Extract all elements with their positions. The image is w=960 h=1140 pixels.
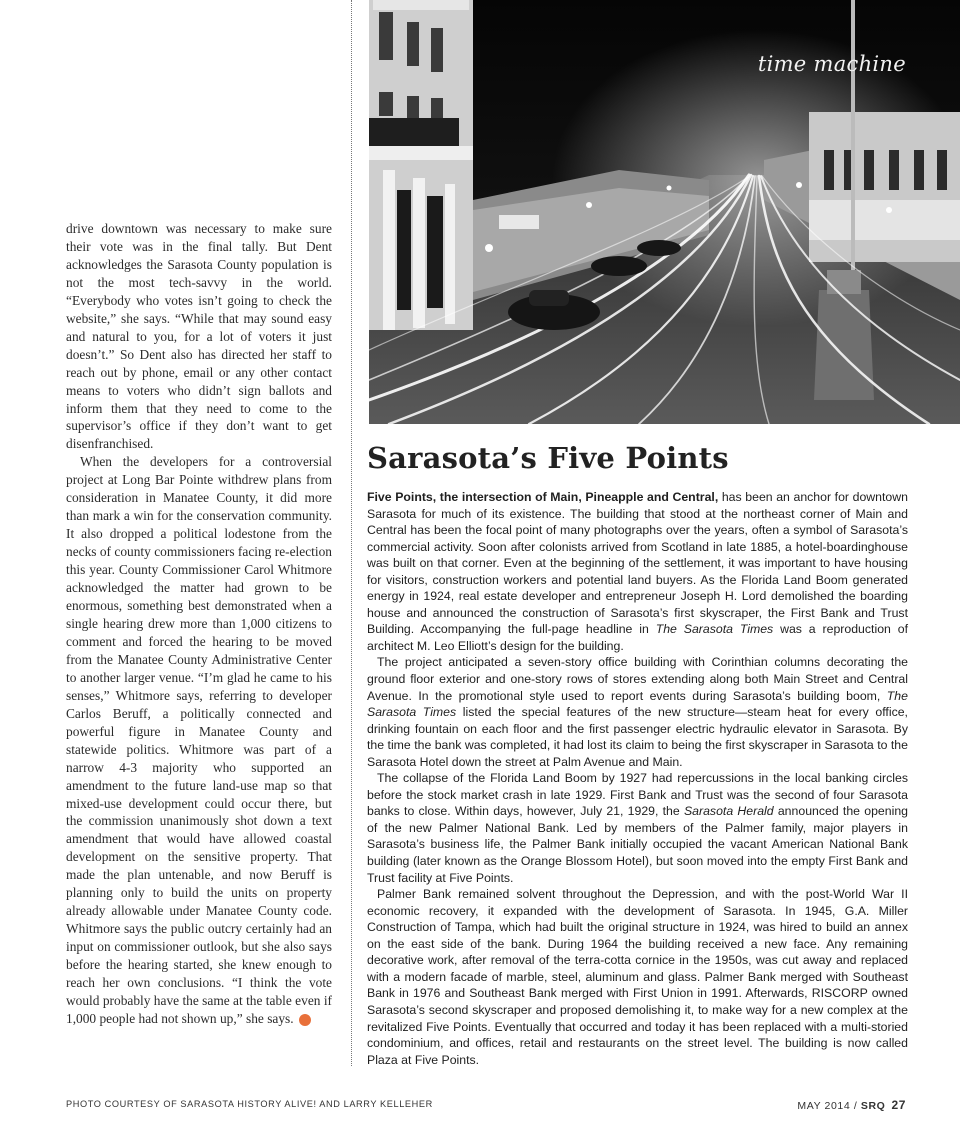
article-p2-a: The project anticipated a seven-story office building with Corinthian columns decorating the ground floor exterior and one-story rows of stores extending along both Main Street and Central Avenue. In the promotional style used to report events during Sarasota’s building boom,	[367, 655, 908, 703]
article-p2-publication: The Sarasota Times	[367, 688, 908, 720]
article-paragraph-3	[367, 770, 908, 886]
article-p3-publication: Sarasota Herald	[683, 804, 774, 819]
issue-date: MAY 2014	[797, 1100, 851, 1112]
article-body	[367, 489, 908, 1068]
magazine-name: SRQ	[860, 1100, 886, 1112]
article-lead-in: Five Points, the intersection of Main, Pineapple and Central,	[367, 490, 719, 504]
end-of-story-mark-icon: S	[299, 1014, 311, 1026]
left-paragraph-2	[66, 453, 332, 1028]
article-paragraph-2	[367, 654, 908, 770]
article-p2-b: listed the special features of the new structure—steam heat for every office, drinking fountain on each floor and the first passenger electric hydraulic elevator in Sarasota. By the time the bank was completed, it had lost its claim to being the first skyscraper in Sarasota to the Sarasota Hotel down the street at Palm Avenue and Main.	[367, 705, 908, 769]
photo-credit: PHOTO COURTESY OF SARASOTA HISTORY ALIVE! AND LARRY KELLEHER	[66, 1099, 433, 1109]
article-p1-a: has been an anchor for downtown Sarasota for much of its existence. The building that stood at the northeast corner of Main and Central has been the focal point of many photographs over the years, often a symbol of Sarasota’s commercial activity. Soon after colonists arrived from Scotland in late 1885, a hotel-boardinghouse was built on that corner. Even at the beginning of the settlement, it was important to have housing for visitors, construction workers and potential land buyers. As the Florida Land Boom generated energy in 1924, real estate developer and entrepreneur Joseph H. Lord demolished the boarding house and announced the construction of Sarasota’s first skyscraper, the First Bank and Trust Building. Accompanying the full-page headline in	[367, 490, 908, 637]
column-divider	[351, 0, 352, 1066]
page-folio	[797, 1098, 906, 1112]
folio-separator: /	[853, 1100, 858, 1112]
article-p1-publication: The Sarasota Times	[655, 622, 774, 637]
article-p3-a: The collapse of the Florida Land Boom by 1927 had repercussions in the local banking circles before the stock market crash in late 1929. First Bank and Trust was the second of four Sarasota banks to close. Within days, however, July 21, 1929, the	[367, 771, 908, 819]
left-paragraph-2-text: When the developers for a controversial project at Long Bar Pointe withdrew plans from consideration in Manatee County, it did more than mark a win for the conservation community. It also dropped a political lodestone from the necks of county commissioners facing re-election this year. County Commissioner Carol Whitmore acknowledged the matter had grown to be enormous, something best demonstrated when a single hearing drew more than 1,000 citizens to comment and forced the hearing to be moved from the Manatee County Administrative Center to another larger venue. “I’m glad he came to his senses,” Whitmore says, referring to developer Carlos Beruff, a politically connected and powerful figure in Manatee County and statewide politics. Whitmore was part of a narrow 4-3 majority who supported an amendment to the future land-use map so that mixed-use development could occur there, but the commission unanimously shot down a text amendment that would have allowed coastal development on the sensitive property. That made the plan untenable, and now Beruff is planning only to build the units on property already allowable under Manatee County code. Whitmore says the public outcry certainly had an input on commissioner outlook, but she also says before the hearing started, she knew enough to reach her own conclusions. “I think the vote would probably have the same at the table even if 1,000 people had not shown up,” she says.	[66, 454, 332, 1026]
left-paragraph-1: drive downtown was necessary to make sure their vote was in the final tally. But Dent acknowledges the Sarasota County population is not the most tech-savvy in the world. “Everybody who votes isn’t going to check the website,” she says. “While that may sound easy and natural to you, for a lot of voters it just doesn’t.” So Dent also has directed her staff to reach out by phone, email or any other contact means to voters who didn’t sign ballots and inform them that they need to come to the supervisor’s office if they don’t want to get disenfranchised.	[66, 221, 332, 452]
article-paragraph-1	[367, 489, 908, 654]
article-p3-b: announced the opening of the new Palmer National Bank. Led by members of the Palmer family, major players in Sarasota’s business life, the Palmer Bank initially occupied the vacant American National Bank building (later known as the Orange Blossom Hotel), but soon moved into the empty First Bank and Trust facility at Five Points.	[367, 804, 908, 885]
article-paragraph-4: Palmer Bank remained solvent throughout the Depression, and with the post-World War II economic recovery, it expanded with the development of Sarasota. In 1945, G.A. Miller Construction of Tampa, which had built the original structure in 1924, was hired to build an annex on the east side of the bank. During 1964 the building received a new face. Any remaining decorative work, after removal of the terra-cotta cornice in the 1950s, was cut away and replaced with a modern facade of marble, steel, aluminum and glass. Palmer Bank merged with Southeast Bank in 1976 and Southeast Bank merged with First Union in 1991. Afterwards, RISCORP owned Sarasota’s second skyscraper and proposed demolishing it, to make way for a new complex at the revitalized Five Points. Eventually that occurred and today it has been replaced with a multi-storied condominium, and offices, retail and restaurants on the street level. The building is now called Plaza at Five Points.	[367, 887, 908, 1067]
historic-night-photo	[369, 0, 960, 424]
article-title: Sarasota’s Five Points	[367, 441, 729, 475]
article-p1-b: was a reproduction of architect M. Leo Elliott’s design for the building.	[367, 622, 908, 653]
left-column-article	[66, 220, 332, 1028]
page-number: 27	[891, 1098, 906, 1112]
section-tag: time machine	[757, 52, 906, 76]
